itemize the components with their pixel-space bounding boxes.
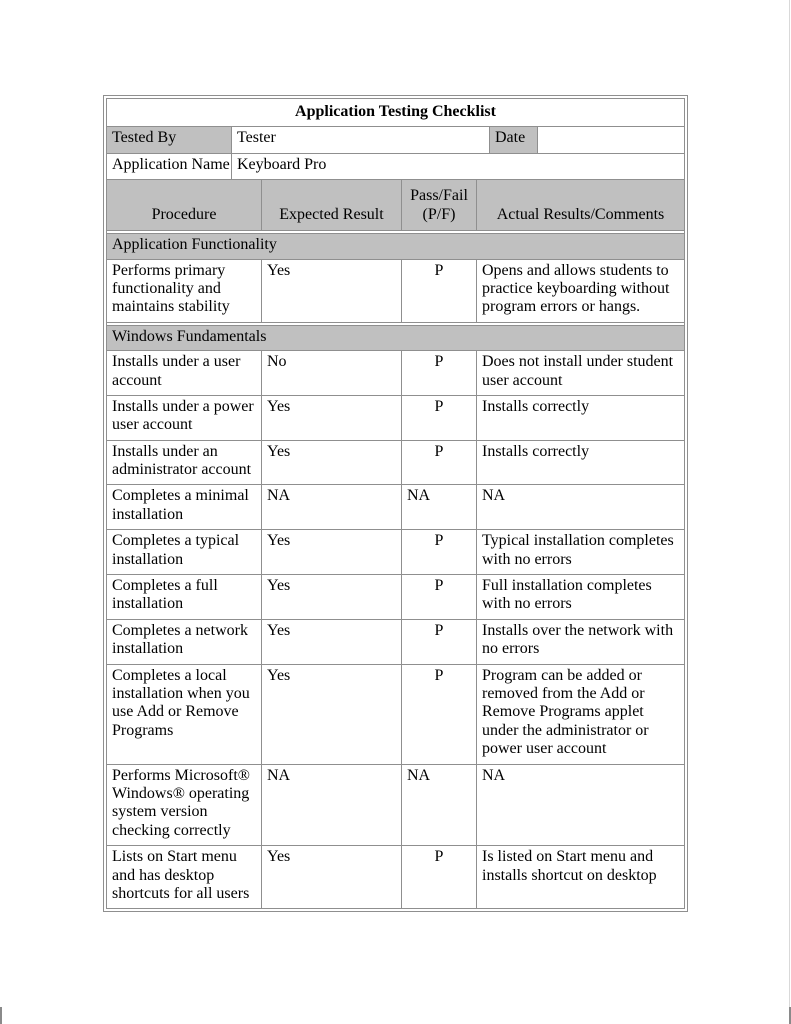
table-body <box>107 231 684 908</box>
pass-fail-cell: P <box>402 846 477 908</box>
pass-fail-cell: P <box>402 665 477 764</box>
procedure-cell: Installs under an administrator account <box>107 441 262 485</box>
table-row <box>107 530 684 575</box>
tested-by-row <box>107 127 684 153</box>
section-header-row <box>107 325 684 351</box>
procedure-cell: Completes a minimal installation <box>107 485 262 529</box>
pass-fail-cell: P <box>402 351 477 395</box>
header-expected-result: Expected Result <box>262 180 402 230</box>
expected-result-cell: Yes <box>262 620 402 664</box>
expected-result-cell: Yes <box>262 846 402 908</box>
tested-by-label: Tested By <box>107 127 232 152</box>
application-name-value: Keyboard Pro <box>237 155 327 173</box>
header-pass-fail-line1: Pass/Fail <box>410 187 468 205</box>
pass-fail-cell: NA <box>402 765 477 846</box>
table-row <box>107 620 684 665</box>
header-procedure: Procedure <box>107 180 262 230</box>
table-row <box>107 351 684 396</box>
expected-result-cell: Yes <box>262 441 402 485</box>
table-row <box>107 665 684 765</box>
table-row <box>107 260 684 323</box>
comments-cell: Full installation completes with no errors <box>482 577 652 613</box>
procedure-cell: Installs under a user account <box>107 351 262 395</box>
tested-by-value: Tester <box>232 127 490 152</box>
page-right-edge <box>789 0 790 1024</box>
header-pass-fail-line2: (P/F) <box>422 205 456 223</box>
pass-fail-cell: P <box>402 620 477 664</box>
table-row <box>107 846 684 908</box>
procedure-cell: Completes a network installation <box>107 620 262 664</box>
comments-cell: Program can be added or removed from the Add or Remove Programs applet under the administrator or power user account <box>482 666 649 758</box>
comments-cell: Installs over the network with no errors <box>482 621 674 658</box>
section-title: Application Functionality <box>112 236 277 254</box>
comments-cell: NA <box>482 487 506 505</box>
bottom-left-edge-mark <box>0 1007 2 1024</box>
comments-cell: NA <box>482 766 506 784</box>
expected-result-cell: Yes <box>262 396 402 440</box>
checklist-table <box>103 95 688 912</box>
table-row <box>107 765 684 847</box>
application-name-label: Application Name <box>107 154 232 179</box>
checklist-table-inner <box>106 98 685 909</box>
pass-fail-cell: NA <box>402 485 477 529</box>
procedure-cell: Lists on Start menu and has desktop shortcuts for all users <box>107 846 262 908</box>
pass-fail-cell: P <box>402 575 477 619</box>
page-title: Application Testing Checklist <box>295 103 496 120</box>
comments-cell: Installs correctly <box>482 442 590 460</box>
date-value <box>538 127 684 152</box>
procedure-cell: Completes a full installation <box>107 575 262 619</box>
table-row <box>107 441 684 486</box>
table-row <box>107 396 684 441</box>
procedure-cell: Performs Microsoft® Windows® operating system version checking correctly <box>107 765 262 846</box>
date-label: Date <box>490 127 538 152</box>
header-pass-fail <box>402 180 477 230</box>
expected-result-cell: No <box>262 351 402 395</box>
procedure-cell: Completes a typical installation <box>107 530 262 574</box>
expected-result-cell: Yes <box>262 260 402 322</box>
expected-result-cell: NA <box>262 765 402 846</box>
pass-fail-cell: P <box>402 260 477 322</box>
comments-cell: Is listed on Start menu and installs shortcut on desktop <box>482 848 657 884</box>
section-title: Windows Fundamentals <box>112 327 267 345</box>
comments-cell: Installs correctly <box>482 397 590 415</box>
expected-result-cell: NA <box>262 485 402 529</box>
comments-cell: Typical installation completes with no errors <box>482 532 674 568</box>
application-name-row <box>107 154 684 180</box>
pass-fail-cell: P <box>402 441 477 485</box>
header-actual-results: Actual Results/Comments <box>496 205 665 223</box>
comments-cell: Opens and allows students to practice keyboarding without program errors or hangs. <box>482 261 670 316</box>
expected-result-cell: Yes <box>262 665 402 764</box>
expected-result-cell: Yes <box>262 575 402 619</box>
pass-fail-cell: P <box>402 530 477 574</box>
table-title-row <box>107 99 684 127</box>
pass-fail-cell: P <box>402 396 477 440</box>
procedure-cell: Installs under a power user account <box>107 396 262 440</box>
section-header-row <box>107 233 684 259</box>
column-header-row <box>107 180 684 231</box>
table-row <box>107 485 684 530</box>
comments-cell: Does not install under student user account <box>482 353 674 389</box>
expected-result-cell: Yes <box>262 530 402 574</box>
table-row <box>107 575 684 620</box>
procedure-cell: Performs primary functionality and maintains stability <box>107 260 262 322</box>
procedure-cell: Completes a local installation when you use Add or Remove Programs <box>107 665 262 764</box>
